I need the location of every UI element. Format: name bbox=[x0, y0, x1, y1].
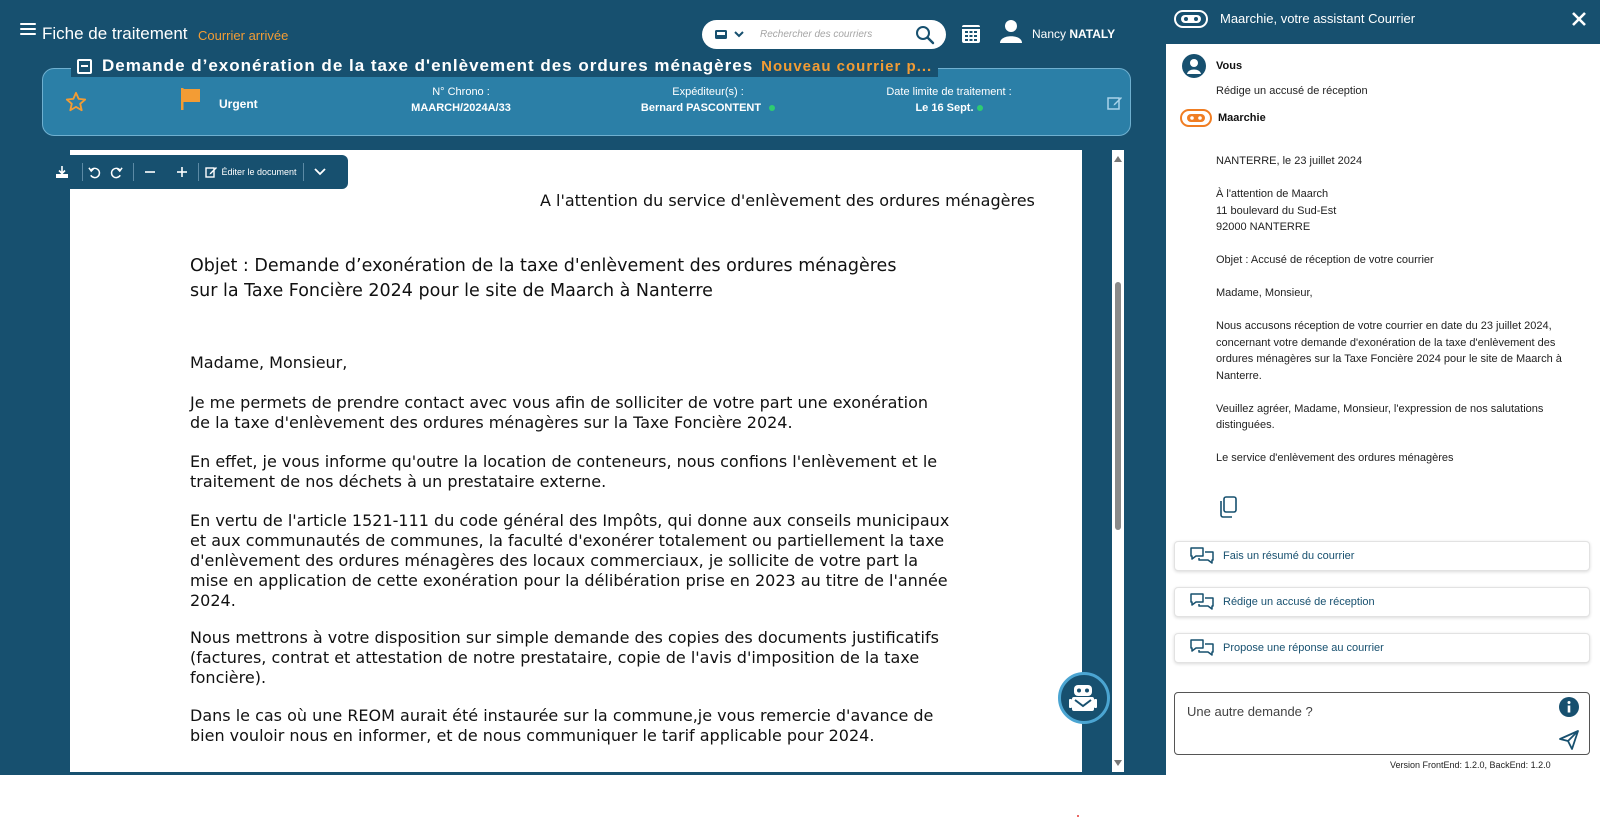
redo-icon bbox=[110, 166, 123, 179]
chat-bubbles-icon bbox=[1189, 546, 1215, 566]
zoom-out-icon bbox=[144, 166, 156, 178]
send-icon[interactable] bbox=[1558, 729, 1580, 751]
suggestion-label: Rédige un accusé de réception bbox=[1223, 596, 1375, 608]
top-bar bbox=[0, 0, 1164, 60]
download-icon bbox=[55, 165, 69, 179]
download-button[interactable] bbox=[42, 155, 82, 189]
status-dot bbox=[769, 105, 775, 111]
chat-bubbles-icon bbox=[1189, 638, 1215, 658]
user-avatar-icon bbox=[1182, 54, 1206, 78]
suggestion-reply-button[interactable] bbox=[1174, 633, 1590, 663]
deadline-field bbox=[869, 86, 1029, 114]
inbox-icon bbox=[714, 28, 752, 42]
doc-object bbox=[190, 254, 950, 304]
copy-icon[interactable] bbox=[1218, 496, 1238, 518]
doc-paragraph: Dans le cas où une REOM aurait été instaurée sur la commune,je vous remercie d'avance de bien vouloir nous en informer, et de nous communiquer le tarif applicable pour 2024. bbox=[190, 706, 934, 745]
chevron-down-icon bbox=[314, 168, 326, 176]
letter-address bbox=[1216, 186, 1581, 236]
letter-address-line: À l'attention de Maarch bbox=[1216, 188, 1329, 200]
collapse-icon[interactable] bbox=[77, 59, 92, 74]
edit-document-label: Éditer le document bbox=[221, 167, 297, 177]
scroll-down-arrow[interactable] bbox=[1114, 760, 1122, 766]
mail-subject: Demande d’exonération de la taxe d'enlèvement des ordures ménagères bbox=[102, 56, 754, 75]
bot-avatar-icon bbox=[1180, 109, 1212, 127]
document-viewer bbox=[42, 150, 1124, 772]
assistant-panel bbox=[1164, 0, 1600, 775]
mail-title-row bbox=[71, 55, 938, 77]
letter-object: Objet : Accusé de réception de votre courrier bbox=[1216, 254, 1434, 266]
edit-icon[interactable] bbox=[1107, 95, 1123, 111]
user-message: Rédige un accusé de réception bbox=[1216, 85, 1368, 97]
edit-document-button[interactable] bbox=[199, 155, 303, 189]
sender-label: Expéditeur(s) : bbox=[672, 86, 744, 98]
letter-place-date: NANTERRE, le 23 juillet 2024 bbox=[1216, 155, 1363, 167]
bot-response bbox=[1216, 153, 1581, 483]
chevron-down-icon bbox=[735, 32, 743, 36]
assistant-input-box bbox=[1174, 692, 1590, 755]
apps-grid-icon[interactable] bbox=[962, 25, 980, 43]
zoom-in-icon bbox=[176, 166, 188, 178]
version-info: Version FrontEnd: 1.2.0, BackEnd: 1.2.0 bbox=[1390, 760, 1551, 770]
page-subtitle: Courrier arrivée bbox=[198, 28, 289, 43]
doc-paragraph: Nous mettrons à votre disposition sur simple demande des copies des documents justificatifs (factures, contrat et attestation de notre prestataire, copie de l'avis d'imposition de la taxe foncière). bbox=[190, 628, 939, 687]
redo-button[interactable] bbox=[105, 155, 127, 189]
assistant-input[interactable] bbox=[1187, 701, 1537, 721]
search-scope-select[interactable] bbox=[714, 28, 752, 42]
stray-marker bbox=[1077, 815, 1079, 817]
deadline-value-row bbox=[869, 102, 1029, 114]
search-input[interactable] bbox=[760, 25, 910, 44]
search-icon[interactable] bbox=[915, 25, 935, 45]
robot-icon bbox=[1061, 675, 1107, 721]
undo-button[interactable] bbox=[83, 155, 105, 189]
scroll-up-arrow[interactable] bbox=[1114, 156, 1122, 162]
doc-paragraph: En effet, je vous informe qu'outre la location de conteneurs, nous confions l'enlèvement et le traitement de nos déchets à un prestataire externe. bbox=[190, 452, 938, 491]
assistant-robot-button[interactable] bbox=[1058, 672, 1110, 724]
suggestion-label: Propose une réponse au courrier bbox=[1223, 642, 1384, 654]
suggestion-summary-button[interactable] bbox=[1174, 541, 1590, 571]
info-icon[interactable] bbox=[1559, 697, 1579, 717]
star-icon[interactable] bbox=[65, 91, 87, 113]
deadline-value: Le 16 Sept. bbox=[915, 102, 974, 114]
undo-icon bbox=[88, 166, 101, 179]
edit-icon bbox=[205, 166, 217, 178]
sender-value[interactable]: Bernard PASCONTENT bbox=[640, 102, 762, 114]
user-first-name: Nancy bbox=[1032, 27, 1067, 41]
suggestion-acknowledgement-button[interactable] bbox=[1174, 587, 1590, 617]
user-icon[interactable] bbox=[998, 18, 1024, 44]
message-author-bot: Maarchie bbox=[1218, 112, 1266, 124]
letter-body: Nous accusons réception de votre courrier en date du 23 juillet 2024, concernant votre demande d'exonération de la taxe d'enlèvement des ordures ménagères sur la Taxe Foncière 2024 pour le site de Maarch à Nanterre. bbox=[1216, 320, 1562, 382]
page-title: Fiche de traitement bbox=[42, 24, 188, 43]
doc-object-line: sur la Taxe Foncière 2024 pour le site de Maarch à Nanterre bbox=[190, 281, 713, 301]
mail-status: Nouveau courrier p... bbox=[761, 57, 933, 75]
chrono-label: N° Chrono : bbox=[432, 86, 490, 98]
menu-icon[interactable] bbox=[20, 23, 36, 37]
scroll-thumb[interactable] bbox=[1115, 282, 1121, 530]
close-icon[interactable] bbox=[1570, 10, 1588, 28]
assistant-title: Maarchie, votre assistant Courrier bbox=[1220, 11, 1416, 26]
doc-attention-line: A l'attention du service d'enlèvement des ordures ménagères bbox=[540, 191, 1035, 210]
document-page[interactable] bbox=[70, 150, 1082, 772]
sender-field bbox=[613, 86, 803, 114]
letter-closing: Veuillez agréer, Madame, Monsieur, l'expression de nos salutations distinguées. bbox=[1216, 402, 1544, 431]
letter-address-line: 11 boulevard du Sud-Est bbox=[1216, 204, 1337, 217]
zoom-out-button[interactable] bbox=[134, 155, 166, 189]
priority-label: Urgent bbox=[219, 97, 258, 111]
message-author-user: Vous bbox=[1216, 60, 1243, 72]
doc-paragraph: Je me permets de prendre contact avec vous afin de solliciter de votre part une exonération de la taxe d'enlèvement des ordures ménagères sur la Taxe Foncière 2024. bbox=[190, 393, 929, 432]
doc-paragraph: En vertu de l'article 1521-111 du code général des Impôts, qui donne aux conseils municipaux et aux communautés de communes, la faculté d'exonérer totalement ou partiellement la taxe d'enlèvement des ordures ménagères des locaux commerciaux, je sollicite de votre part la mise en application de cette exonération pour la délibération prise en 2023 au titre de l'année 2024. bbox=[190, 511, 950, 610]
assistant-logo-icon bbox=[1174, 10, 1208, 28]
chrono-field bbox=[381, 86, 541, 114]
mail-info-card bbox=[42, 56, 1131, 136]
doc-object-line: Objet : Demande d’exonération de la taxe d'enlèvement des ordures ménagères bbox=[190, 256, 897, 276]
doc-greeting: Madame, Monsieur, bbox=[190, 353, 348, 372]
user-name[interactable] bbox=[1032, 27, 1115, 41]
deadline-label: Date limite de traitement : bbox=[886, 86, 1012, 98]
chrono-value: MAARCH/2024A/33 bbox=[411, 102, 511, 114]
document-toolbar bbox=[42, 155, 348, 189]
letter-signature: Le service d'enlèvement des ordures ménagères bbox=[1216, 452, 1454, 464]
suggestion-label: Fais un résumé du courrier bbox=[1223, 550, 1355, 562]
more-options-button[interactable] bbox=[304, 155, 336, 189]
assistant-header bbox=[1166, 0, 1600, 44]
letter-greeting: Madame, Monsieur, bbox=[1216, 287, 1313, 299]
letter-address-line: 92000 NANTERRE bbox=[1216, 221, 1311, 233]
chat-bubbles-icon bbox=[1189, 592, 1215, 612]
document-scrollbar[interactable] bbox=[1112, 150, 1124, 772]
status-dot bbox=[977, 105, 983, 111]
user-last-name: NATALY bbox=[1069, 27, 1116, 41]
zoom-in-button[interactable] bbox=[166, 155, 198, 189]
search-box bbox=[702, 20, 946, 49]
sender-value-row bbox=[613, 102, 803, 114]
flag-icon bbox=[179, 87, 203, 111]
